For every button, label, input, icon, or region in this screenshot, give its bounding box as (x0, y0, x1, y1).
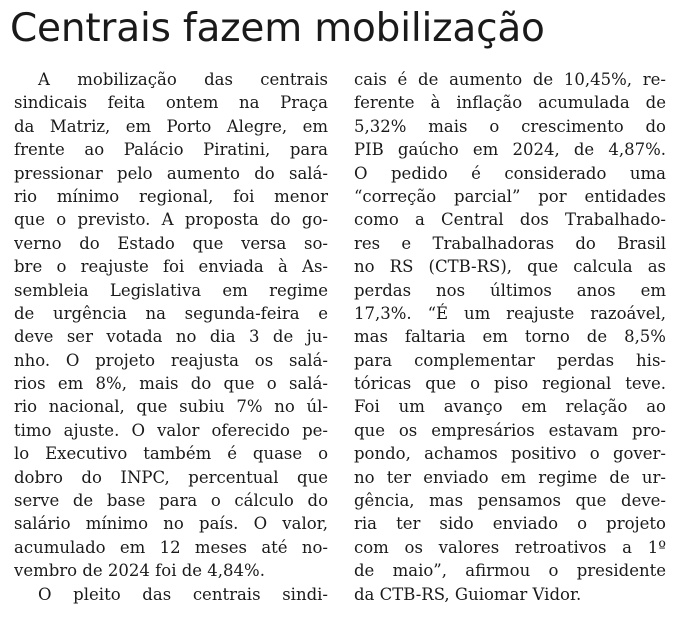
article-line: rios em 8%, mais do que o salá- (14, 374, 328, 394)
article-line: frente ao Palácio Piratini, para (14, 140, 328, 160)
article-line: serve de base para o cálculo do (14, 491, 328, 511)
article-line: 5,32% mais o crescimento do (354, 116, 666, 136)
article-line: A mobilização das centrais (38, 70, 328, 89)
article-line: perdas nos últimos anos em (354, 280, 666, 300)
article-line: res e Trabalhadoras do Brasil (354, 233, 666, 253)
article-line: da CTB-RS, Guiomar Vidor. (354, 584, 582, 604)
article-line: tóricas que o piso regional teve. (354, 374, 666, 394)
article-line: mas faltaria em torno de 8,5% (354, 327, 666, 347)
article-line: no RS (CTB-RS), que calcula as (354, 257, 666, 277)
article-line: no ter enviado em regime de ur- (354, 467, 666, 487)
article-line: “correção parcial” por entidades (354, 186, 666, 206)
article-line: como a Central dos Trabalhado- (354, 210, 666, 230)
article-line: sembleia Legislativa em regime (14, 280, 328, 300)
article-line: lo Executivo também é quase o (14, 444, 328, 464)
article-line: PIB gaúcho em 2024, de 4,87%. (354, 140, 666, 160)
article-line: dobro do INPC, percentual que (14, 467, 328, 487)
article-line: para complementar perdas his- (354, 350, 666, 370)
article-line: nho. O projeto reajusta os salá- (14, 350, 328, 370)
article-headline: Centrais fazem mobilização (10, 6, 545, 51)
article-line: de maio”, afirmou o presidente (354, 561, 666, 581)
article-line: gência, mas pensamos que deve- (354, 491, 666, 511)
article-column-right (354, 68, 666, 606)
article-line: que os empresários estavam pro- (354, 420, 666, 440)
article-line: O pedido é considerado uma (354, 163, 666, 183)
article-line: sindicais feita ontem na Praça (14, 93, 328, 113)
article-line: 17,3%. “É um reajuste razoável, (354, 303, 666, 323)
article-line: de urgência na segunda-feira e (14, 303, 328, 323)
article-line: cais é de aumento de 10,45%, re- (354, 70, 666, 89)
article-line: com os valores retroativos a 1º (354, 537, 666, 557)
article-line: da Matriz, em Porto Alegre, em (14, 116, 328, 136)
article-line: deve ser votada no dia 3 de ju- (14, 327, 328, 347)
article-line: pressionar pelo aumento do salá- (14, 163, 328, 183)
article-line: salário mínimo no país. O valor, (14, 514, 328, 534)
article-line: verno do Estado que versa so- (14, 233, 328, 253)
article-line: que o previsto. A proposta do go- (14, 210, 328, 230)
article-line: rio mínimo regional, foi menor (14, 186, 328, 206)
article-line: ferente à inflação acumulada de (354, 93, 666, 113)
article-line: acumulado em 12 meses até no- (14, 537, 328, 557)
article-column-left (14, 68, 328, 606)
article-line: vembro de 2024 foi de 4,84%. (14, 561, 265, 581)
article-line: Foi um avanço em relação ao (354, 397, 666, 417)
article-line: rio nacional, que subiu 7% no úl- (14, 397, 328, 417)
article-line: O pleito das centrais sindi- (38, 584, 328, 604)
article-line: pondo, achamos positivo o gover- (354, 444, 666, 464)
article-line: timo ajuste. O valor oferecido pe- (14, 420, 328, 440)
article-line: ria ter sido enviado o projeto (354, 514, 666, 534)
article-line: bre o reajuste foi enviada à As- (14, 257, 328, 277)
